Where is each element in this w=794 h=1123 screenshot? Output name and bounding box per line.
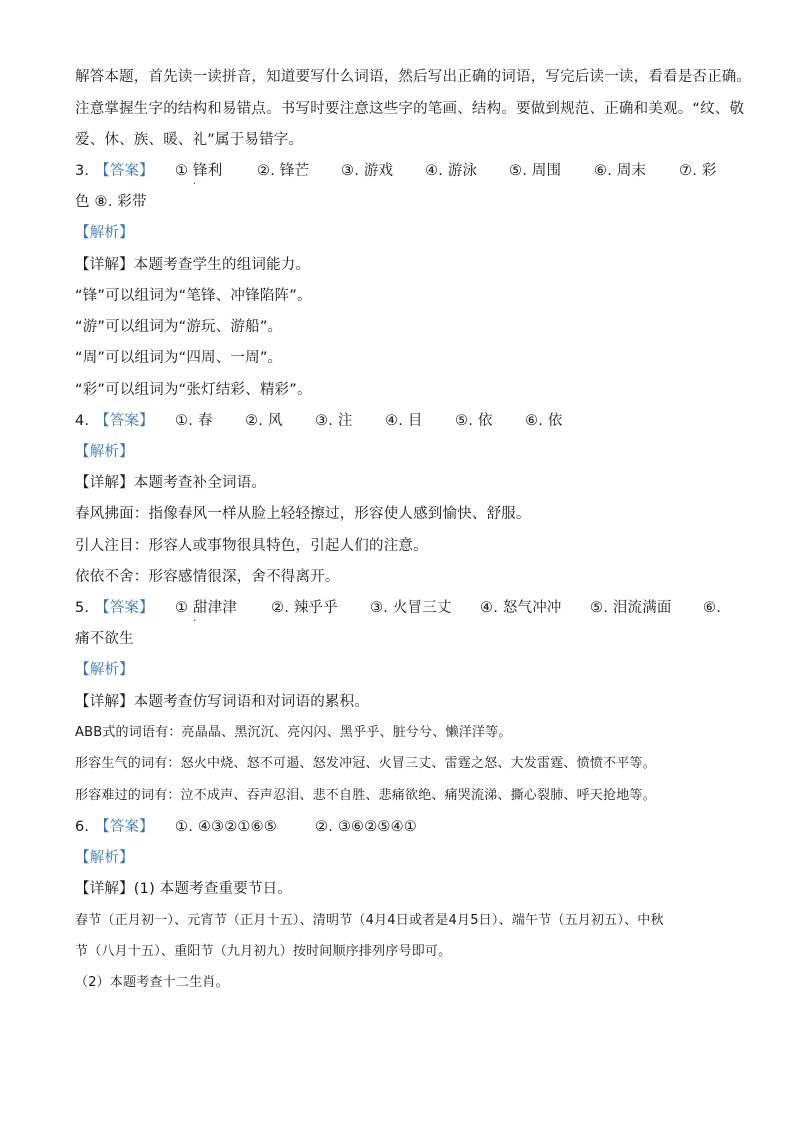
q6-number: 6. [75,819,90,835]
q5-answer-tag: 【答案】 [95,600,154,616]
q4-line: 引人注目：形容人或事物很具特色，引起人们的注意。 [75,538,428,554]
q3-answer-item: ④. 游泳 [425,163,478,179]
q4-number: 4. [75,413,90,429]
q5-answer-continued: 痛不欲生 [75,631,134,647]
q3-analysis-tag: 【解析】 [75,225,134,241]
q4-answer-item: ③. 注 [315,413,353,429]
q4-answer-item: ⑥. 依 [525,413,563,429]
q3-number: 3. [75,163,90,179]
q3-answer-item: ③. 游戏 [341,163,394,179]
q6-answer-item: ②. ③⑥②⑤④① [315,819,418,835]
q3-detail: 【详解】本题考查学生的组词能力。 [75,257,311,273]
q3-answer-item: ②. 锋芒 [257,163,310,179]
q6-analysis-tag: 【解析】 [75,850,134,866]
q5-answer-item: ④. 怒气冲冲 [480,600,562,616]
q4-answer-item: ④. 目 [385,413,423,429]
q3-line: “彩”可以组词为“张灯结彩、精彩”。 [75,382,312,398]
q4-detail: 【详解】本题考查补全词语。 [75,475,267,491]
q6-answer-tag: 【答案】 [95,819,154,835]
intro-line-2: 注意掌握生字的结构和易错点。书写时要注意这些字的笔画、结构。要做到规范、正确和美观。“纹、敬 [75,101,745,117]
q4-analysis-tag: 【解析】 [75,444,134,460]
q4-answer-item: ①. 春 [175,413,213,429]
q5-number: 5. [75,600,90,616]
q4-answer-item: ⑤. 依 [455,413,493,429]
q6-line: 节（八月十五）、重阳节（九月初九）按时间顺序排列序号即可。 [75,944,452,959]
q6-answer-item: ①. ④③②①⑥⑤ [175,819,278,835]
q6-answer-line [75,817,575,837]
q6-detail: 【详解】(1) 本题考查重要节日。 [75,881,293,897]
q3-answer-line [75,161,725,181]
q5-answer-item: ⑤. 泪流满面 [590,600,672,616]
q4-line: 春风拂面：指像春风一样从脸上轻轻擦过，形容使人感到愉快、舒服。 [75,506,531,522]
q6-line: 春节（正月初一）、元宵节（正月十五）、清明节（4月4日或者是4月5日）、端午节（五月初五）、中秋 [75,913,664,928]
q3-answer-item: ⑥. 周末 [594,163,647,179]
intro-line-3: 爱、休、族、暖、礼”属于易错字。 [75,132,304,148]
q3-answer-tag: 【答案】 [95,163,154,179]
q5-analysis-tag: 【解析】 [75,662,134,678]
mark-dot: · [193,179,197,190]
q5-answer-item: ⑥. [703,600,722,616]
q3-answer-item: ⑦. 彩 [679,163,717,179]
q5-answer-item: ① 甜津津 [175,600,238,616]
q3-answer-item: ① 锋利 [175,163,223,179]
q5-answer-line [75,598,725,618]
q6-line: （2）本题考查十二生肖。 [75,975,229,990]
q5-line: 形容难过的词有：泣不成声、吞声忍泪、悲不自胜、悲痛欲绝、痛哭流涕、撕心裂肺、呼天抢地等。 [75,788,656,803]
q5-answer-item: ③. 火冒三丈 [370,600,452,616]
mark-dot: · [193,616,197,627]
q4-answer-tag: 【答案】 [95,413,154,429]
q4-answer-line [75,411,675,431]
q4-line: 依依不舍：形容感情很深，舍不得离开。 [75,569,340,585]
q3-line: “周”可以组词为“四周、一周”。 [75,350,283,366]
q3-line: “锋”可以组词为“笔锋、冲锋陷阵”。 [75,288,312,304]
q4-answer-item: ②. 风 [245,413,283,429]
q5-line: 形容生气的词有：怒火中烧、怒不可遏、怒发冲冠、火冒三丈、雷霆之怒、大发雷霆、愤愤不平等。 [75,756,656,771]
q5-line: ABB式的词语有：亮晶晶、黑沉沉、亮闪闪、黑乎乎、脏兮兮、懒洋洋等。 [75,725,512,740]
q5-detail: 【详解】本题考查仿写词语和对词语的累积。 [75,694,369,710]
intro-line-1: 解答本题，首先读一读拼音，知道要写什么词语，然后写出正确的词语，写完后读一读，看看是否正确。 [75,69,752,85]
q3-answer-continued: 色 ⑧. 彩带 [75,194,147,210]
q3-answer-item: ⑤. 周围 [509,163,562,179]
q3-line: “游”可以组词为“游玩、游船”。 [75,319,283,335]
q5-answer-item: ②. 辣乎乎 [271,600,338,616]
